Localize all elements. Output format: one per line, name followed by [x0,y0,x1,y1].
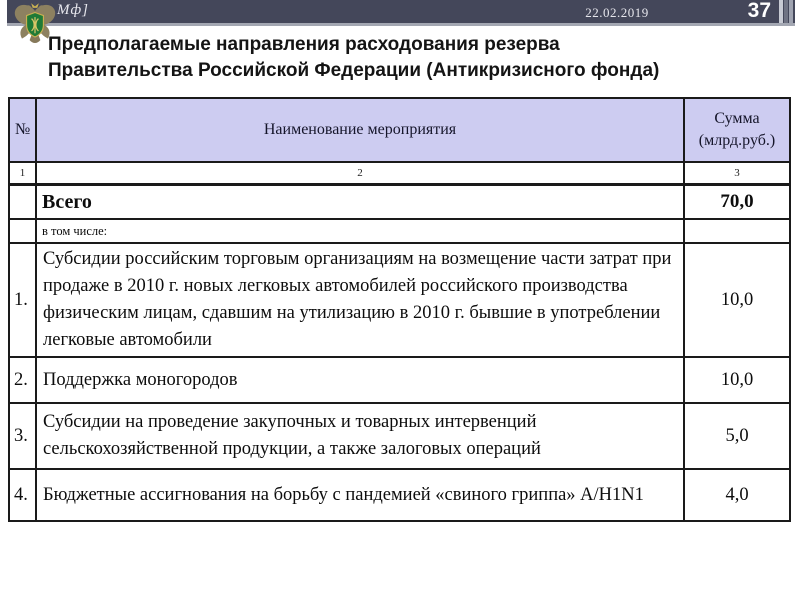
slide-title-line1: Предполагаемые направления расходования резерва [48,34,560,55]
row-name-cell: Субсидии на проведение закупочных и товарных интервенций сельскохозяйственной продукции, а также залоговых операций [36,403,684,469]
table-row [9,357,790,403]
page-number: 37 [747,0,771,22]
slide-title [48,32,778,84]
row-sum-cell: 10,0 [684,357,790,403]
table-row [9,243,790,357]
table-row [9,403,790,469]
row-name-cell: Субсидии российским торговым организациям на возмещение части затрат при продаже в 2010 г. новых легковых автомобилей российского производства физическим лицам, сдавшим на утилизацию в 2010 г. бывшие в употреблении легковые автомобили [36,243,684,357]
subtotal-row [9,219,790,243]
header-sum-line2: (млрд.руб.) [698,132,776,149]
row-number-cell: 3. [9,403,36,469]
row-name-cell: Бюджетные ассигнования на борьбу с пандемией «свиного гриппа» A/H1N1 [36,469,684,521]
subtotal-label-cell: в том числе: [36,219,684,243]
top-bar [7,0,795,26]
header-number-cell: № [9,98,36,162]
column-index-1: 1 [9,162,36,185]
edge-stripes-decoration [777,0,795,23]
row-sum-cell: 4,0 [684,469,790,521]
spending-table [8,97,791,522]
column-index-3: 3 [684,162,790,185]
total-row [9,185,790,220]
header-sum-cell [684,98,790,162]
ministry-logo-text: Мф] [57,2,89,18]
row-number-cell: 1. [9,243,36,357]
total-value-cell: 70,0 [684,185,790,220]
minfin-emblem-icon [12,1,58,47]
slide-title-line2: Правительства Российской Федерации (Антикризисного фонда) [48,60,660,81]
subtotal-value-cell [684,219,790,243]
total-empty-cell [9,185,36,220]
column-index-row [9,162,790,185]
row-number-cell: 4. [9,469,36,521]
table-header-row [9,98,790,162]
row-sum-cell: 5,0 [684,403,790,469]
table-row [9,469,790,521]
row-number-cell: 2. [9,357,36,403]
row-sum-cell: 10,0 [684,243,790,357]
header-name-cell: Наименование мероприятия [36,98,684,162]
total-label-cell: Всего [36,185,684,220]
column-index-2: 2 [36,162,684,185]
date-label: 22.02.2019 [585,5,649,20]
row-name-cell: Поддержка моногородов [36,357,684,403]
header-sum-line1: Сумма [714,110,760,127]
subtotal-empty-cell [9,219,36,243]
